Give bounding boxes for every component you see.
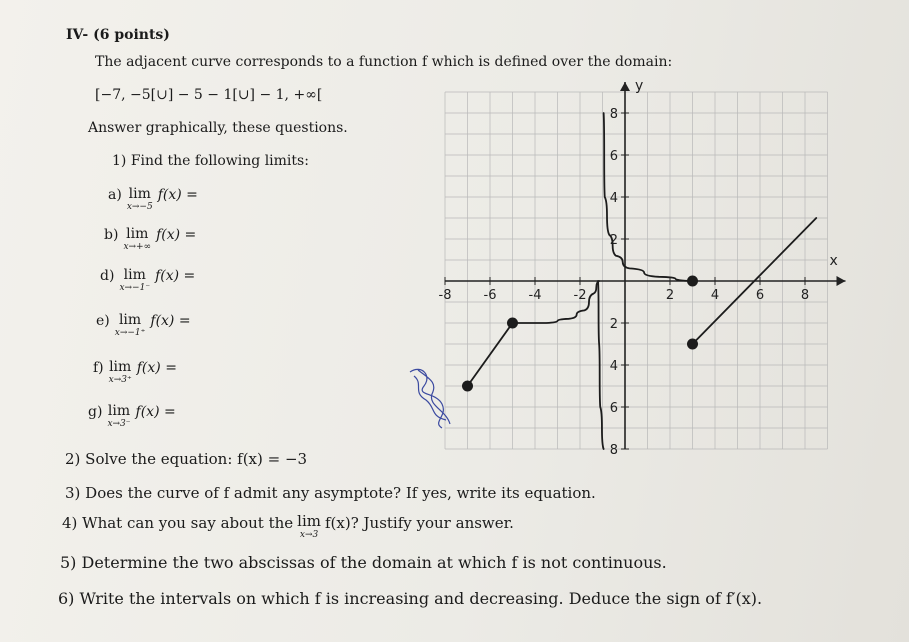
limit-a <box>108 187 198 212</box>
y-tick-label: 8 <box>609 443 618 458</box>
y-tick-label: 4 <box>609 359 618 374</box>
lim-sub: x→3 <box>299 530 319 540</box>
limit-d <box>100 268 195 293</box>
y-tick-label: 2 <box>609 317 618 332</box>
question-4-before: 4) What can you say about the <box>62 514 294 532</box>
closed-point <box>687 276 698 287</box>
function-graph <box>438 75 860 458</box>
limit-expr: f(x) = <box>156 227 197 243</box>
limit-label: g) <box>88 404 103 420</box>
limit-label: f) <box>93 360 104 376</box>
axes <box>445 78 846 449</box>
limit-expr: f(x) = <box>136 360 177 376</box>
question-2: 2) Solve the equation: f(x) = −3 <box>65 450 308 468</box>
grid <box>445 92 828 449</box>
lim-sub: x→+∞ <box>123 242 152 252</box>
y-tick-label: 6 <box>609 149 618 164</box>
closed-point <box>462 381 473 392</box>
lim-word: lim <box>118 312 142 328</box>
limit-e <box>96 313 191 338</box>
y-axis-label: y <box>635 78 644 94</box>
closed-point <box>507 318 518 329</box>
lim-word: lim <box>297 512 321 530</box>
x-tick-label: 4 <box>710 288 720 303</box>
limit-expr: f(x) = <box>135 404 176 420</box>
lim-word: lim <box>123 267 146 283</box>
question-3: 3) Does the curve of f admit any asymptote? If yes, write its equation. <box>65 484 596 502</box>
instruction-text: Answer graphically, these questions. <box>88 120 348 136</box>
lim-sub: x→−5 <box>126 202 153 212</box>
lim-word: lim <box>126 226 149 242</box>
question-4-after: f(x)? Justify your answer. <box>325 514 514 532</box>
lim-sub: x→−1⁻ <box>119 283 151 293</box>
y-tick-label: 4 <box>609 191 618 206</box>
y-tick-label: 2 <box>609 233 618 248</box>
limit-b <box>104 227 196 252</box>
limit-label: e) <box>96 313 110 329</box>
limit-label: b) <box>104 227 119 243</box>
question-4 <box>62 514 514 540</box>
x-axis-label: x <box>829 253 838 269</box>
y-tick-label: 6 <box>609 401 618 416</box>
intro-text: The adjacent curve corresponds to a function f which is defined over the domain: <box>95 54 673 70</box>
lim-word: lim <box>109 359 132 375</box>
x-tick-label: -2 <box>573 288 587 303</box>
limit-label: d) <box>100 268 115 284</box>
limit-label: a) <box>108 187 122 203</box>
x-tick-label: 2 <box>665 288 675 303</box>
x-tick-label: 6 <box>755 288 765 303</box>
x-tick-label: 8 <box>800 288 810 303</box>
limit-expr: f(x) = <box>157 187 198 203</box>
x-axis-arrow <box>837 276 846 286</box>
closed-point <box>687 339 698 350</box>
lim-sub: x→3⁻ <box>107 419 131 429</box>
limit-expr: f(x) = <box>150 313 191 329</box>
y-axis-arrow <box>620 82 630 91</box>
lim-word: lim <box>128 186 151 202</box>
lim-sub: x→3⁺ <box>108 375 132 385</box>
limit-g <box>88 404 176 429</box>
x-tick-label: -8 <box>438 288 452 303</box>
lim-sub: x→−1⁺ <box>114 328 146 338</box>
question-6: 6) Write the intervals on which f is increasing and decreasing. Deduce the sign of f′(x). <box>58 589 763 608</box>
domain-text: [−7, −5[∪] − 5 − 1[∪] − 1, +∞[ <box>95 87 323 103</box>
x-tick-label: -6 <box>483 288 497 303</box>
limit-expr: f(x) = <box>155 268 196 284</box>
limit-f <box>93 360 177 385</box>
x-tick-label: -4 <box>528 288 542 303</box>
lim-word: lim <box>107 403 131 419</box>
question-5: 5) Determine the two abscissas of the domain at which f is not continuous. <box>60 553 667 572</box>
question-1: 1) Find the following limits: <box>112 153 309 169</box>
pen-scribble <box>402 362 460 434</box>
exercise-heading: IV- (6 points) <box>66 27 170 43</box>
y-tick-label: 8 <box>609 107 618 122</box>
